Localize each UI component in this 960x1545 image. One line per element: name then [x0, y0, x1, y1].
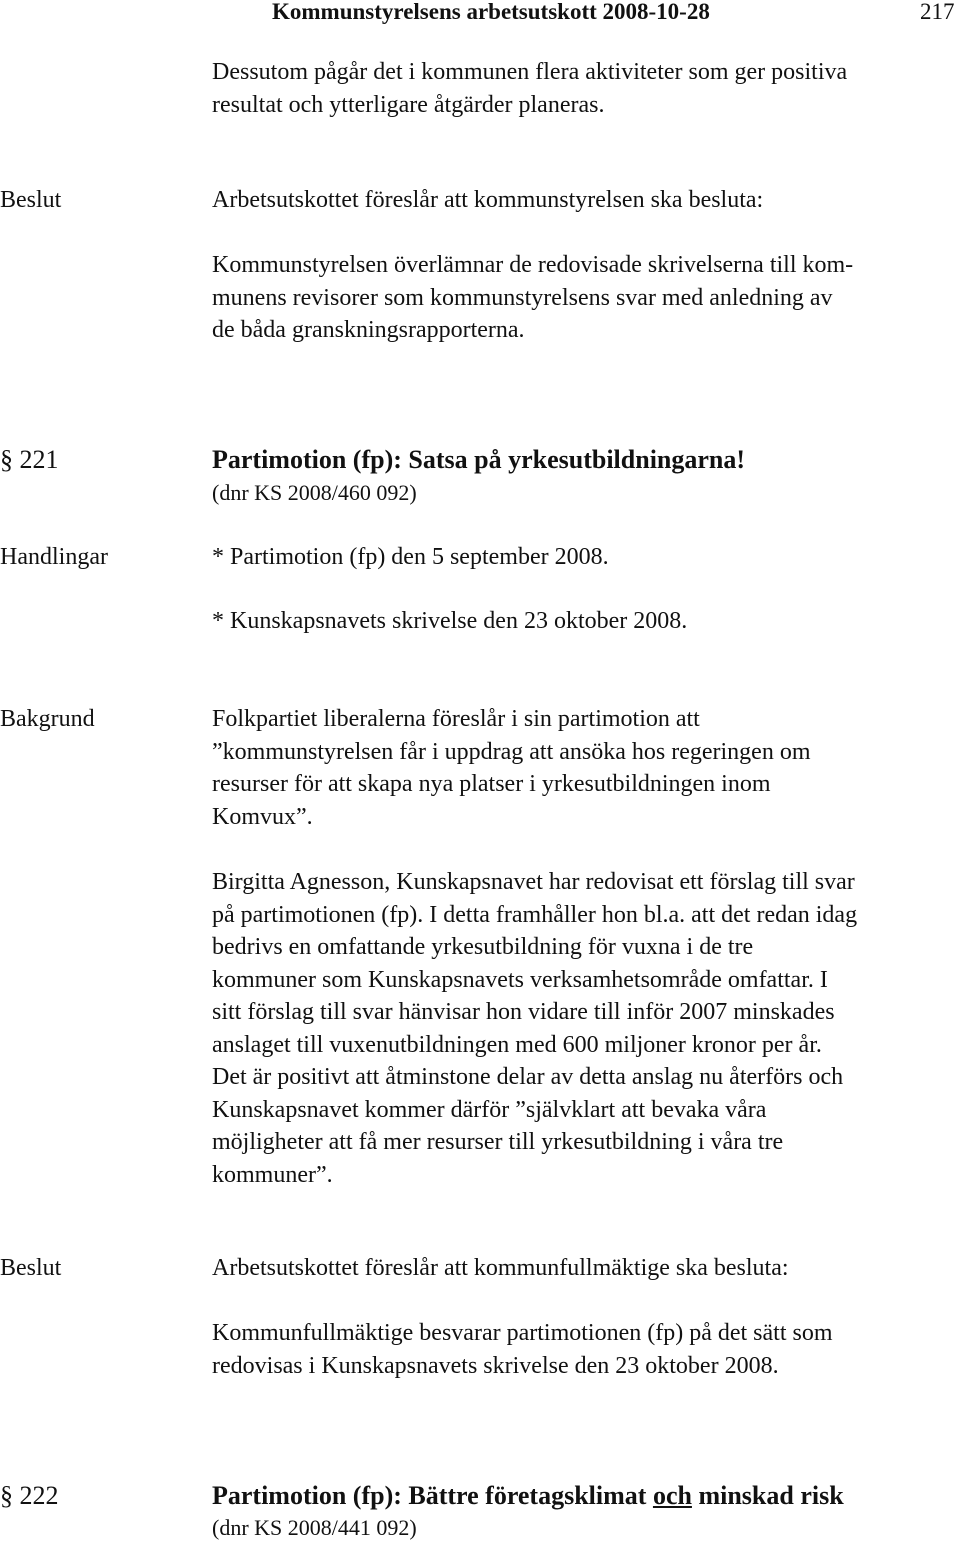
- text-line: Folkpartiet liberalerna föreslår i sin partimotion att: [212, 706, 700, 732]
- title-part: Partimotion (fp): Bättre företagsklimat: [212, 1481, 653, 1510]
- header-title: Kommunstyrelsens arbetsutskott 2008-10-28: [272, 0, 710, 24]
- title-part: minskad risk: [691, 1481, 844, 1510]
- text-line: kommuner som Kunskapsnavets verksamhetsområde omfattar. I: [212, 966, 828, 993]
- text-line: resurser för att skapa nya platser i yrkesutbildningen inom: [212, 771, 771, 797]
- text-line: Det är positivt att åtminstone delar av detta anslag nu återförs och: [212, 1064, 844, 1090]
- intro-paragraph: [212, 56, 960, 121]
- text-line: redovisas i Kunskapsnavets skrivelse den 23 oktober 2008.: [212, 1352, 779, 1379]
- text-line: Kommunfullmäktige besvarar partimotionen (fp) på det sätt som: [212, 1320, 833, 1346]
- decision-paragraph: [212, 1317, 960, 1382]
- handlingar-item: * Partimotion (fp) den 5 september 2008.: [212, 544, 609, 570]
- text-line: ”kommunstyrelsen får i uppdrag att ansöka hos regeringen om: [212, 738, 811, 765]
- handlingar-item: * Kunskapsnavets skrivelse den 23 oktober 2008.: [212, 608, 688, 634]
- beslut-lead: Arbetsutskottet föreslår att kommunfullmäktige ska besluta:: [212, 1255, 789, 1281]
- text-line: Dessutom pågår det i kommunen flera aktiviteter som ger positiva: [212, 59, 848, 85]
- section-number: § 221: [0, 445, 59, 474]
- decision-paragraph: [212, 249, 960, 347]
- text-line: Kunskapsnavet kommer därför ”självklart att bevaka våra: [212, 1096, 767, 1123]
- text-line: Komvux”.: [212, 803, 313, 830]
- beslut-label: Beslut: [0, 1255, 62, 1281]
- text-line: bedrivs en omfattande yrkesutbildning för vuxna i de tre: [212, 934, 754, 960]
- bakgrund-paragraph: [212, 866, 960, 1191]
- section-title: [212, 1480, 960, 1513]
- text-line: på partimotionen (fp). I detta framhåller hon bl.a. att det redan idag: [212, 901, 858, 928]
- bakgrund-paragraph: [212, 703, 960, 833]
- text-line: möjligheter att få mer resurser till yrkesutbildning i våra tre: [212, 1129, 784, 1155]
- text-line: anslaget till vuxenutbildningen med 600 miljoner kronor per år.: [212, 1031, 822, 1058]
- text-line: kommuner”.: [212, 1161, 333, 1188]
- text-line: resultat och ytterligare åtgärder planeras.: [212, 91, 605, 118]
- section-number: § 222: [0, 1481, 59, 1510]
- bakgrund-label: Bakgrund: [0, 706, 95, 732]
- beslut-label: Beslut: [0, 187, 62, 213]
- section-title: Partimotion (fp): Satsa på yrkesutbildningarna!: [212, 445, 746, 474]
- page-number: 217: [920, 0, 955, 24]
- section-dnr: (dnr KS 2008/460 092): [212, 480, 417, 505]
- text-line: de båda granskningsrapporterna.: [212, 317, 525, 343]
- handlingar-label: Handlingar: [0, 544, 108, 570]
- text-line: munens revisorer som kommunstyrelsens svar med anledning av: [212, 284, 833, 311]
- section-dnr: (dnr KS 2008/441 092): [212, 1515, 417, 1540]
- beslut-lead: Arbetsutskottet föreslår att kommunstyrelsen ska besluta:: [212, 187, 764, 213]
- text-line: sitt förslag till svar hänvisar hon vidare till inför 2007 minskades: [212, 999, 835, 1025]
- text-line: Kommunstyrelsen överlämnar de redovisade skrivelserna till kom-: [212, 252, 854, 278]
- text-line: Birgitta Agnesson, Kunskapsnavet har redovisat ett förslag till svar: [212, 869, 855, 895]
- title-underlined-word: och: [652, 1481, 692, 1510]
